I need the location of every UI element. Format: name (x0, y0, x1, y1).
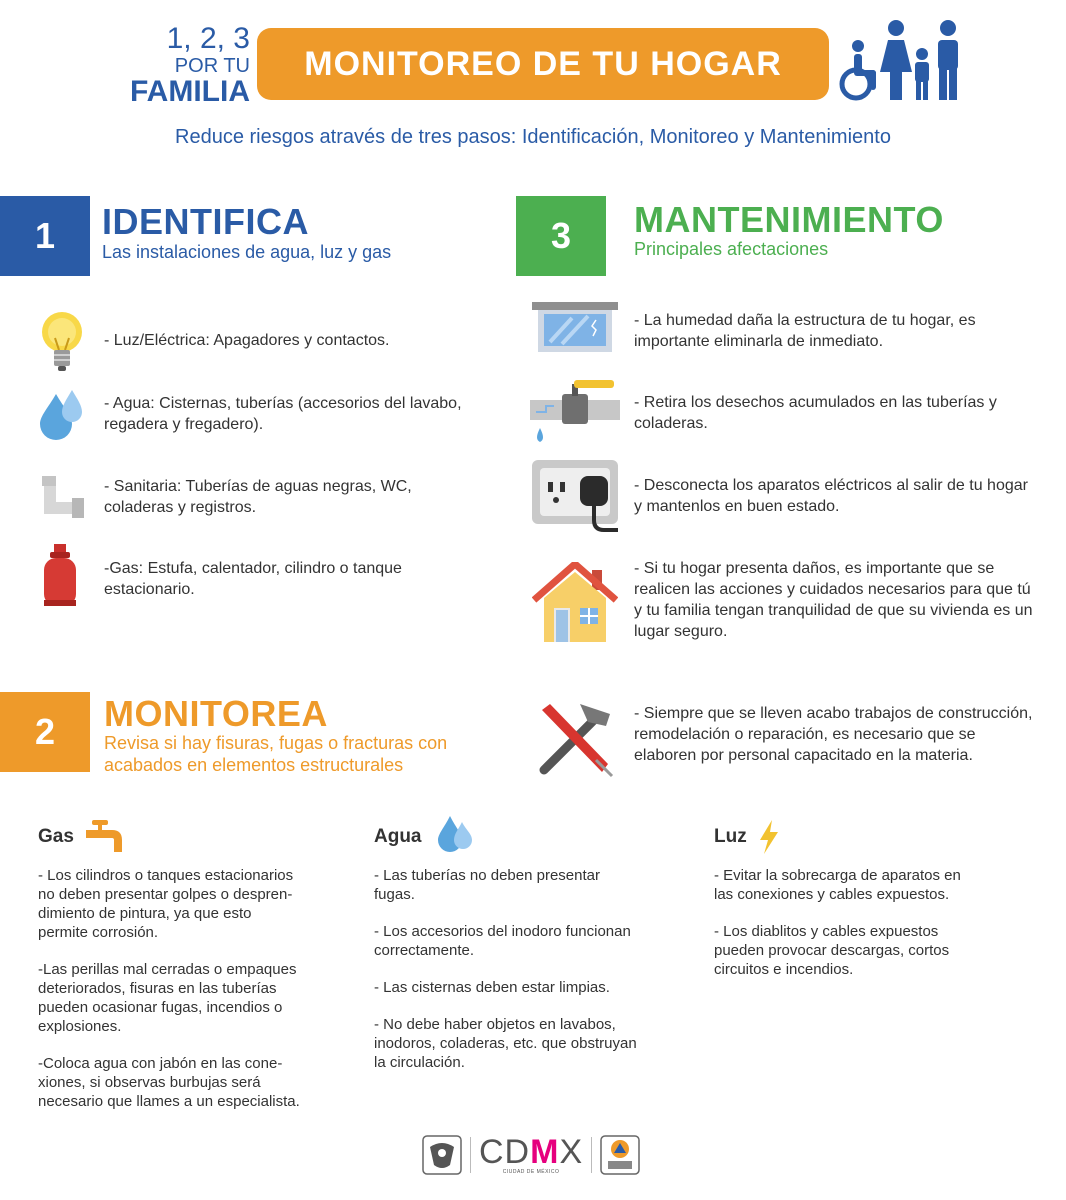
civil-protection-icon (600, 1135, 640, 1175)
valve-pipe-icon (530, 378, 620, 446)
footer-divider (591, 1137, 592, 1173)
column-water-paragraph: - Las tuberías no deben presentar fugas. (374, 867, 600, 903)
brand-line-1: 1, 2, 3 (166, 22, 250, 55)
step-1-number-box: 1 (0, 196, 90, 276)
government-seal-icon (422, 1135, 462, 1175)
brand-line-2: POR TU (174, 55, 250, 77)
maintenance-item-humidity: - La humedad daña la estructura de tu hogar, es importante eliminarla de inmediato. (634, 312, 976, 350)
maintenance-item-drains: - Retira los desechos acumulados en las tuberías y coladeras. (634, 394, 997, 432)
identify-item-water: - Agua: Cisternas, tuberías (accesorios del lavabo, regadera y fregadero). (104, 395, 462, 433)
brand-logo (100, 24, 250, 107)
maintenance-item-construction: - Siempre que se lleven acabo trabajos de construcción, remodelación o reparación, es necesario que se elaboren por personal capacitado en la materia. (634, 705, 1033, 764)
lightbulb-icon (38, 310, 86, 374)
cdmx-subtitle: CIUDAD DE MÉXICO (502, 1169, 560, 1175)
maintenance-item-damage: - Si tu hogar presenta daños, es importante que se realicen las acciones y cuidados necesarios para que tú y tu familia tengan tranquilidad de que su vivienda es un lugar seguro. (634, 560, 1033, 640)
column-light-heading: Luz (714, 826, 747, 847)
gas-cylinder-icon (42, 544, 78, 610)
cdmx-letters-cd: CD (479, 1133, 531, 1171)
identify-item-gas: -Gas: Estufa, calentador, cilindro o tanque estacionario. (104, 560, 402, 598)
footer-logos (422, 1132, 644, 1178)
column-gas-heading: Gas (38, 826, 74, 847)
column-light-paragraph: - Evitar la sobrecarga de aparatos en las conexiones y cables expuestos. (714, 867, 961, 903)
step-3-title: MANTENIMIENTO (634, 199, 944, 240)
column-gas-paragraph: -Las perillas mal cerradas o empaques deteriorados, fisuras en las tuberías pueden ocasionar fugas, incendios o explosiones. (38, 961, 297, 1035)
step-2-number-box: 2 (0, 692, 90, 772)
column-water-paragraph: - Los accesorios del inodoro funcionan correctamente. (374, 923, 631, 959)
column-gas-paragraph: - Los cilindros o tanques estacionarios no deben presentar golpes o despren- dimiento de pintura, ya que esto permite corrosión. (38, 867, 294, 941)
water-drops-icon (38, 388, 88, 440)
column-water-paragraph: - Las cisternas deben estar limpias. (374, 979, 610, 996)
step-2-subtitle: Revisa si hay fisuras, fugas o fracturas con acabados en elementos estructurales (104, 733, 448, 775)
tools-icon (536, 700, 616, 778)
column-water-body (374, 866, 694, 1090)
water-drop-icon (436, 814, 474, 854)
step-3-subtitle: Principales afectaciones (634, 239, 829, 259)
brand-line-3: FAMILIA (130, 75, 250, 108)
window-icon (532, 302, 618, 354)
page-subtitle: Reduce riesgos através de tres pasos: Identificación, Monitoreo y Mantenimiento (175, 126, 891, 148)
column-water-paragraph: - No debe haber objetos en lavabos, inodoros, coladeras, etc. que obstruyan la circulación. (374, 1016, 637, 1071)
identify-item-sanitary: - Sanitaria: Tuberías de aguas negras, WC, coladeras y registros. (104, 478, 412, 516)
column-light-paragraph: - Los diablitos y cables expuestos pueden provocar descargas, cortos circuitos e incendios. (714, 923, 950, 978)
faucet-icon (86, 818, 126, 854)
cdmx-letter-x: X (559, 1133, 584, 1171)
step-2-title: MONITOREA (104, 693, 328, 734)
column-gas-paragraph: -Coloca agua con jabón en las cone- xiones, si observas burbujas será necesario que llames a un especialista. (38, 1055, 300, 1110)
outlet-plug-icon (532, 460, 618, 534)
step-1-subtitle: Las instalaciones de agua, luz y gas (102, 242, 392, 262)
column-gas-body (38, 866, 358, 1129)
identify-item-light: - Luz/Eléctrica: Apagadores y contactos. (104, 332, 390, 349)
lightning-icon (758, 820, 780, 854)
maintenance-item-appliances: - Desconecta los aparatos eléctricos al salir de tu hogar y mantenlos en buen estado. (634, 477, 1028, 515)
footer-divider (470, 1137, 471, 1173)
cdmx-letter-m: M (530, 1133, 560, 1171)
pipe-icon (38, 470, 86, 522)
cdmx-logo (479, 1135, 583, 1175)
family-icon (838, 18, 968, 104)
step-3-number-box: 3 (516, 196, 606, 276)
column-water-heading: Agua (374, 826, 422, 847)
step-1-title: IDENTIFICA (102, 201, 309, 242)
house-icon (532, 562, 618, 644)
column-light-body (714, 866, 1034, 997)
page-title: MONITOREO DE TU HOGAR (257, 28, 829, 100)
